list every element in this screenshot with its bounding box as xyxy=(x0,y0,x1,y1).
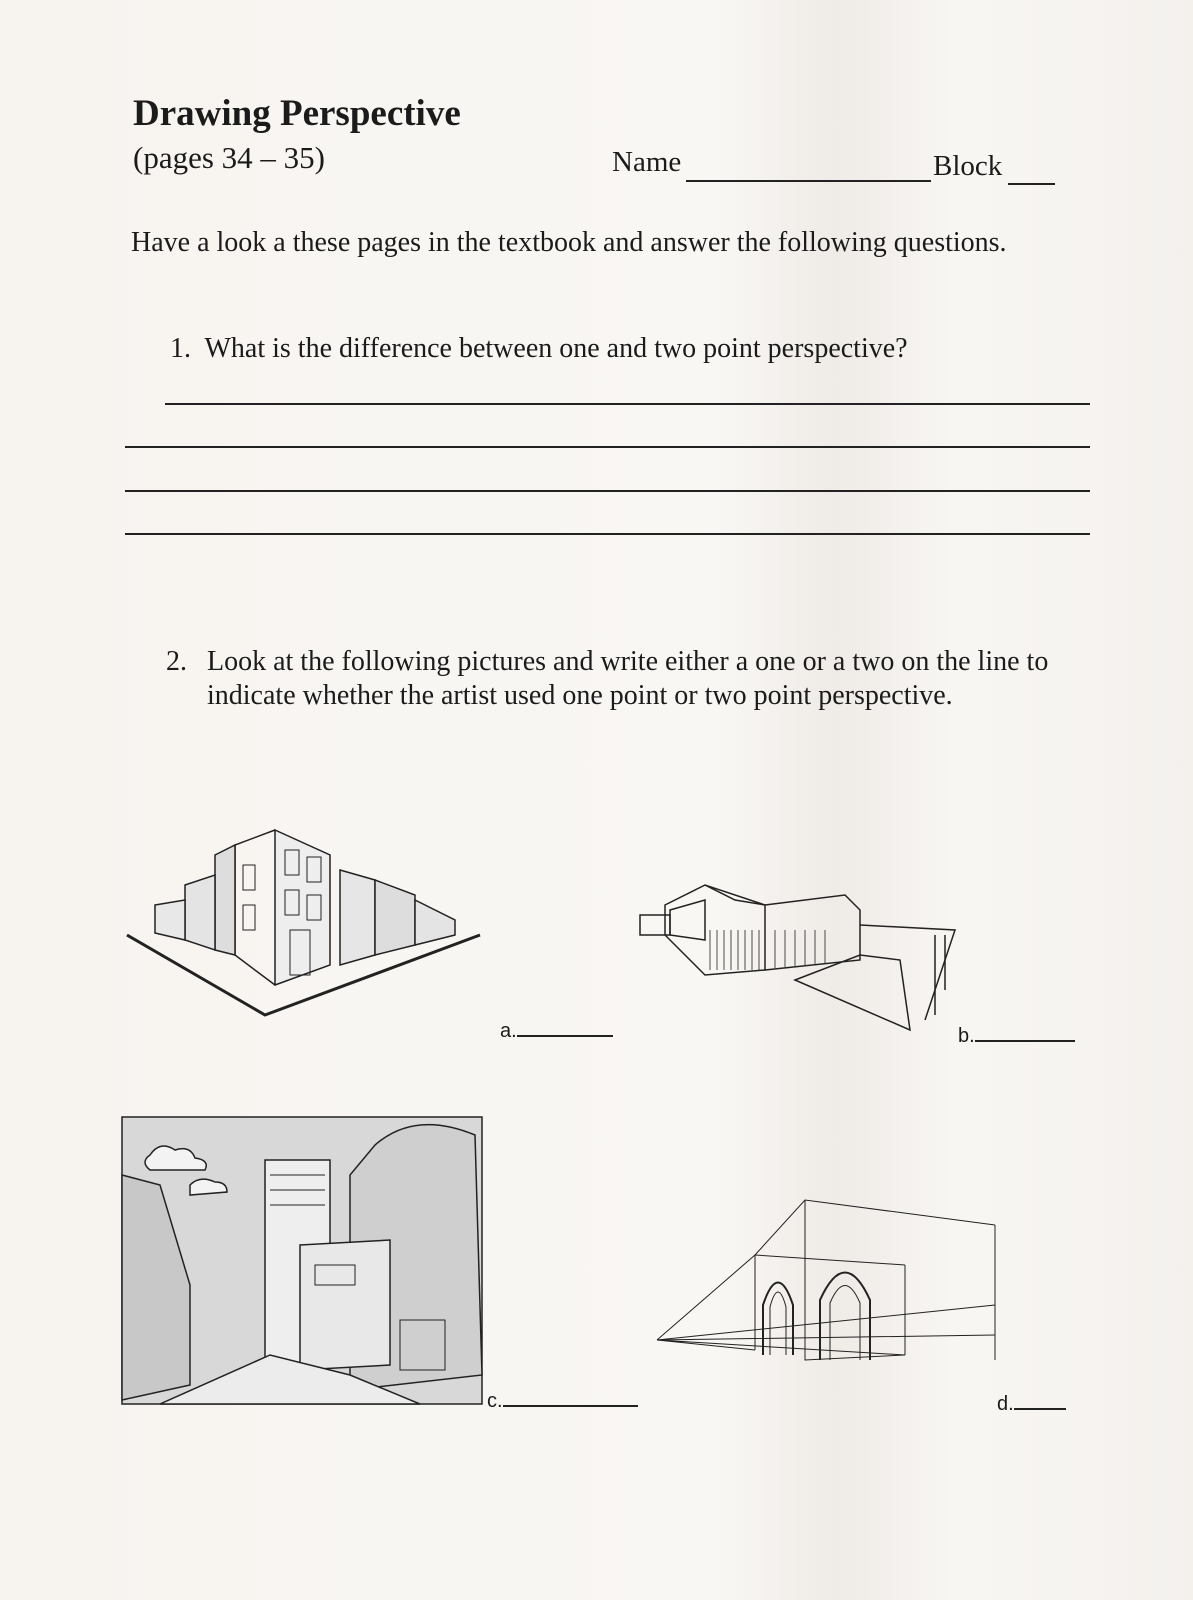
answer-line-4[interactable] xyxy=(125,533,1090,535)
pages-reference: (pages 34 – 35) xyxy=(133,140,325,175)
block-field[interactable] xyxy=(1008,183,1055,185)
question-text: What is the difference between one and two point perspective? xyxy=(204,333,908,364)
name-label: Name xyxy=(612,146,682,178)
picture-a-answer[interactable] xyxy=(500,1020,613,1043)
picture-d-arches xyxy=(655,1195,1005,1375)
question-number: 2. xyxy=(166,646,187,677)
worksheet-title: Drawing Perspective xyxy=(133,93,461,134)
instructions: Have a look a these pages in the textbook and answer the following questions. xyxy=(131,227,1007,258)
answer-line-2[interactable] xyxy=(125,446,1090,448)
picture-d-label: d. xyxy=(997,1393,1014,1415)
answer-line-3[interactable] xyxy=(125,490,1090,492)
picture-d-answer[interactable] xyxy=(997,1393,1066,1416)
picture-a-label: a. xyxy=(500,1020,517,1042)
question-1 xyxy=(170,332,908,366)
picture-c-answer[interactable] xyxy=(487,1390,638,1413)
picture-a-street-corner xyxy=(125,825,490,1025)
picture-b-answer[interactable] xyxy=(958,1025,1075,1048)
picture-b-label: b. xyxy=(958,1025,975,1047)
question-2-text: Look at the following pictures and write either a one or a two on the line to indicate whether the artist used one point or two point perspective. xyxy=(207,646,1049,711)
block-label: Block xyxy=(933,150,1003,182)
question-number: 1. xyxy=(170,333,191,364)
picture-b-house-pool xyxy=(635,880,965,1040)
picture-c-label: c. xyxy=(487,1390,503,1412)
name-field[interactable] xyxy=(686,180,931,182)
picture-c-city-street xyxy=(120,1115,485,1407)
answer-line-1[interactable] xyxy=(165,403,1090,405)
